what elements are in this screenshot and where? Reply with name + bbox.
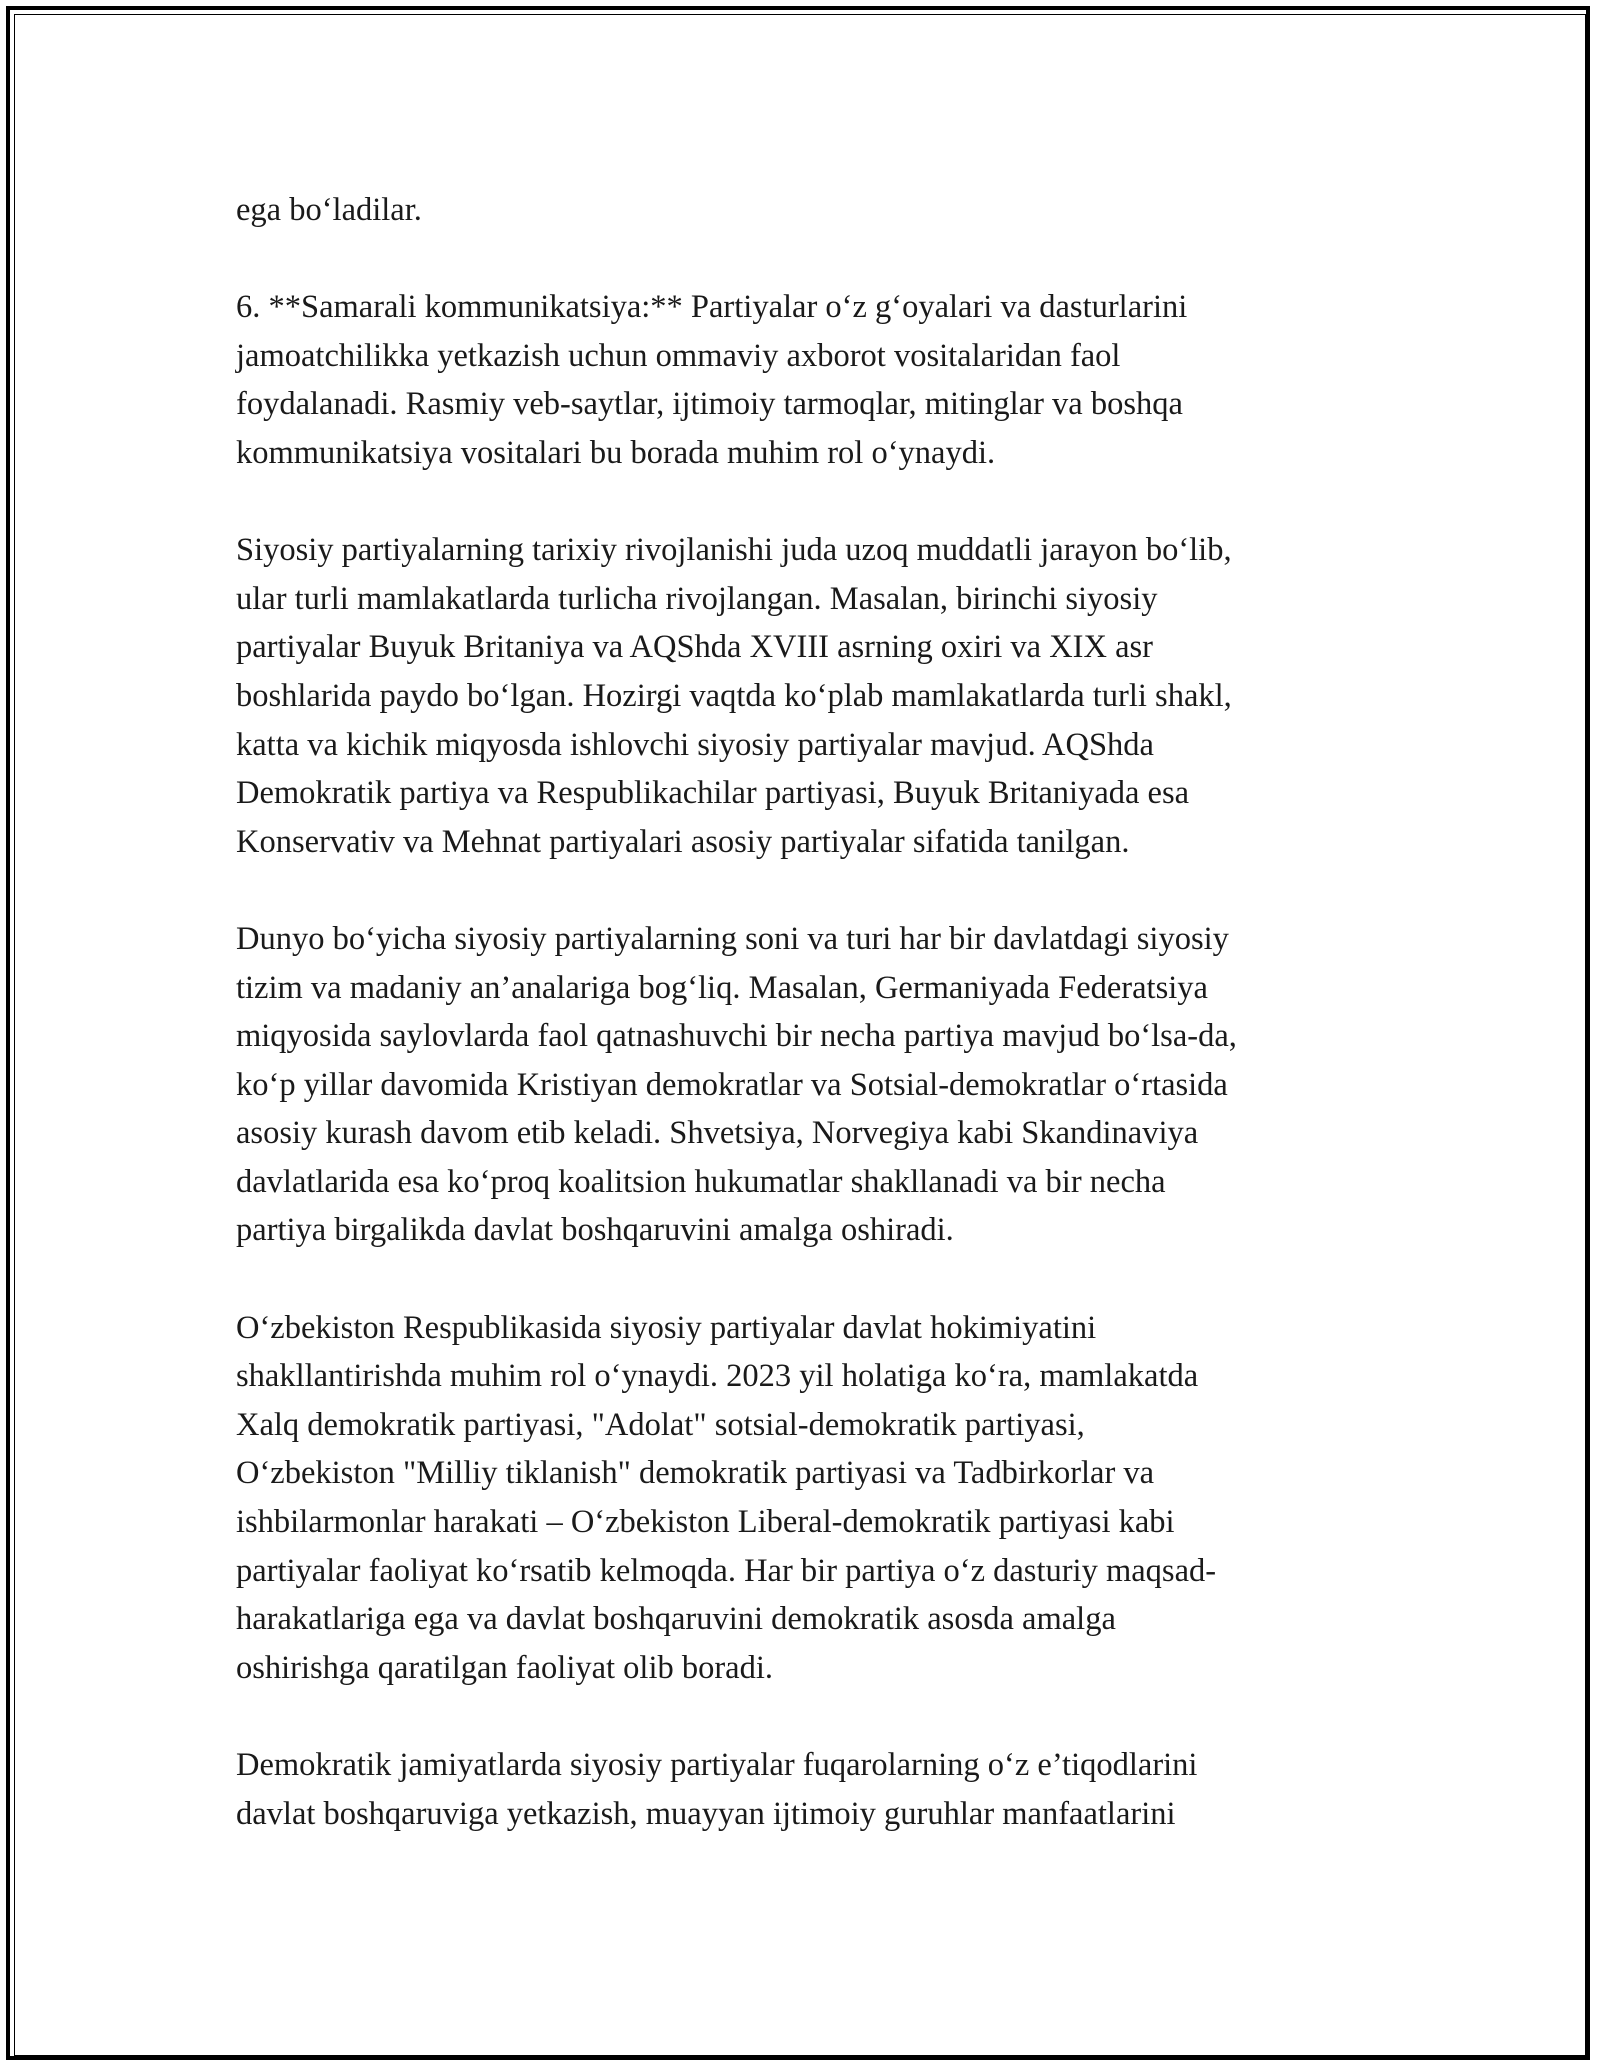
document-body	[236, 186, 1416, 1838]
paragraph-continuation: ega bo‘ladilar.	[236, 192, 422, 228]
paragraph-history: Siyosiy partiyalarning tarixiy rivojlanishi juda uzoq muddatli jarayon bo‘lib, ular turli mamlakatlarda turlicha rivojlangan. Masalan, birinchi siyosiy partiyalar Buyuk Britaniya va AQShda XVIII asrning oxiri va XIX asr boshlarida paydo bo‘lgan. Hozirgi vaqtda ko‘plab mamlakatlarda turli shakl, katta va kichik miqyosda ishlovchi siyosiy partiyalar mavjud. AQShda Demokratik partiya va Respublikachilar partiyasi, Buyuk Britaniyada esa Konservativ va Mehnat partiyalari asosiy partiyalar sifatida tanilgan.	[236, 532, 1232, 860]
paragraph-democratic: Demokratik jamiyatlarda siyosiy partiyalar fuqarolarning o‘z e’tiqodlarini davlat boshqaruviga yetkazish, muayyan ijtimoiy guruhlar manfaatlarini	[236, 1747, 1198, 1832]
paragraph-world: Dunyo bo‘yicha siyosiy partiyalarning soni va turi har bir davlatdagi siyosiy tizim va madaniy an’analariga bog‘liq. Masalan, Germaniyada Federatsiya miqyosida saylovlarda faol qatnashuvchi bir necha partiya mavjud bo‘lsa-da, ko‘p yillar davomida Kristiyan demokratlar va Sotsial-demokratlar o‘rtasida asosiy kurash davom etib keladi. Shvetsiya, Norvegiya kabi Skandinaviya davlatlarida esa ko‘proq koalitsion hukumatlar shakllanadi va bir necha partiya birgalikda davlat boshqaruvini amalga oshiradi.	[236, 920, 1237, 1249]
paragraph-uzbekistan: O‘zbekiston Respublikasida siyosiy partiyalar davlat hokimiyatini shakllantirishda muhim rol o‘ynaydi. 2023 yil holatiga ko‘ra, mamlakatda Xalq demokratik partiyasi, "Adolat" sotsial-demokratik partiyasi, O‘zbekiston "Milliy tiklanish" demokratik partiyasi va Tadbirkorlar va ishbilarmonlar harakati – O‘zbekiston Liberal-demokratik partiyasi kabi partiyalar faoliyat ko‘rsatib kelmoqda. Har bir partiya o‘z dasturiy maqsad- harakatlariga ega va davlat boshqaruvini demokratik asosda amalga oshirishga qaratilgan faoliyat olib boradi.	[236, 1309, 1217, 1686]
paragraph-communication: 6. **Samarali kommunikatsiya:** Partiyalar o‘z g‘oyalari va dasturlarini jamoatchilikka yetkazish uchun ommaviy axborot vositalaridan faol foydalanadi. Rasmiy veb-saytlar, ijtimoiy tarmoqlar, mitinglar va boshqa kommunikatsiya vositalari bu borada muhim rol o‘ynaydi.	[236, 289, 1188, 471]
